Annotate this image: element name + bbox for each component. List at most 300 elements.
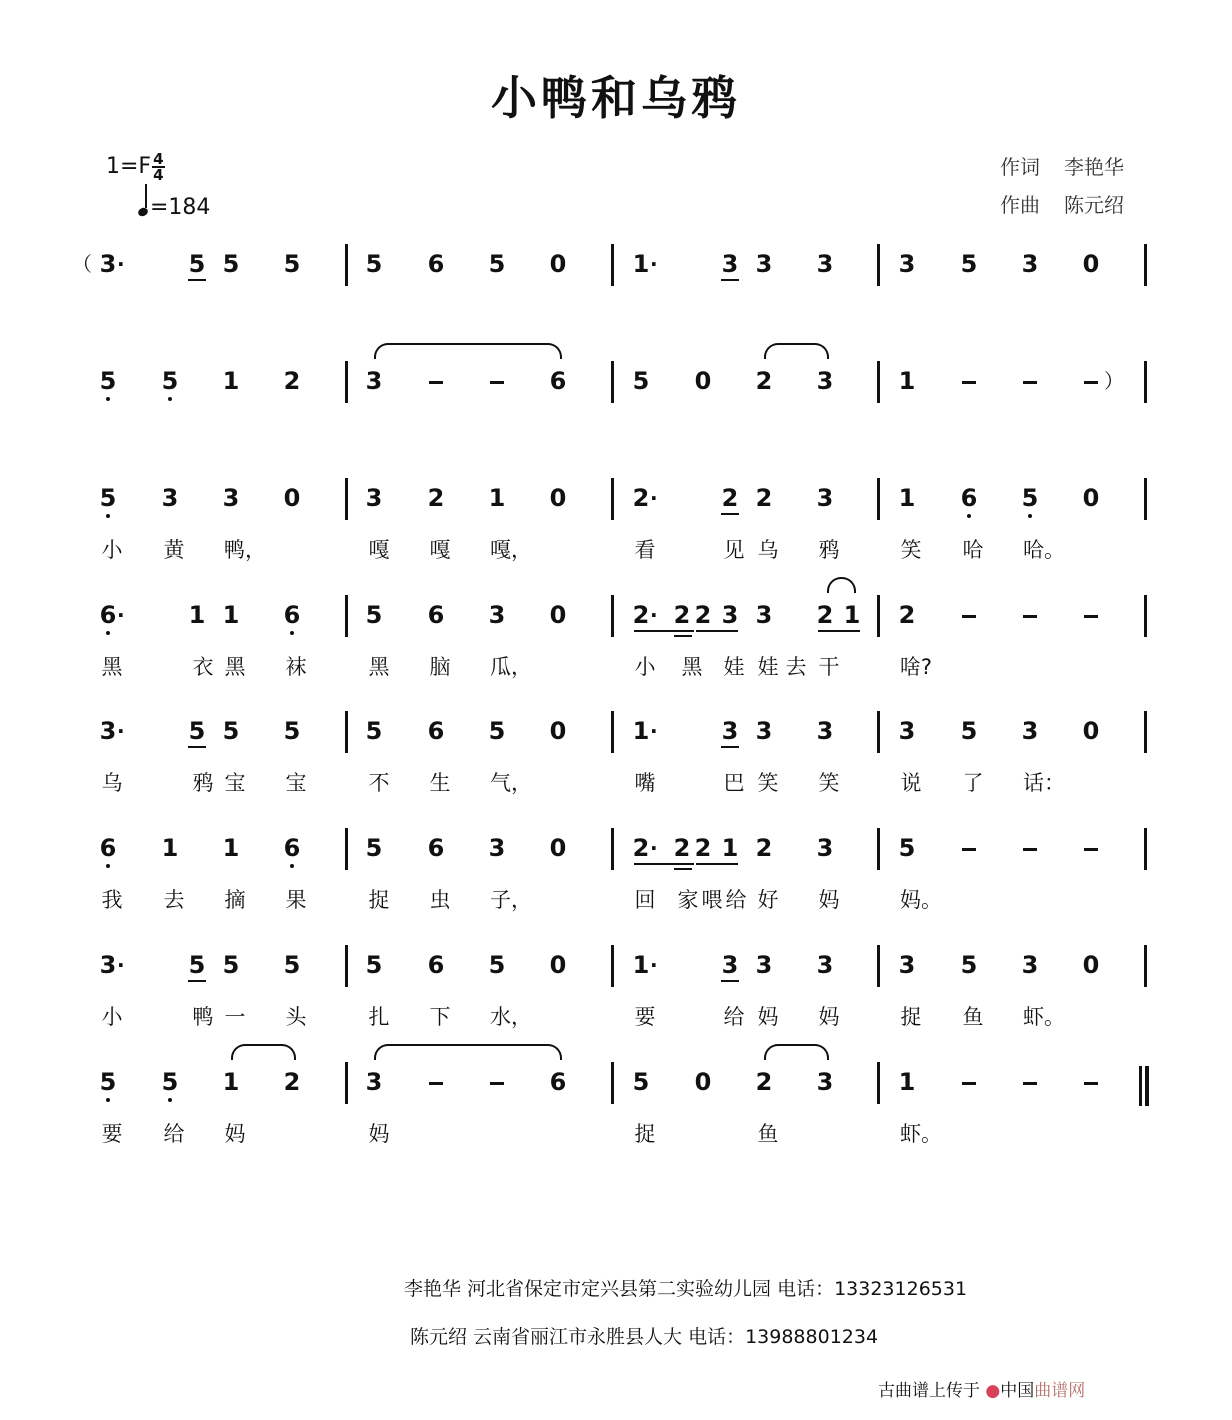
note (715, 484, 745, 512)
note-digit: 2 (755, 484, 773, 512)
note-digit: 1 (632, 250, 650, 278)
note-digit: 1 (898, 1068, 916, 1096)
barline (345, 1062, 348, 1104)
lyric-syllable: 啥? (899, 655, 933, 679)
note-digit: 6 (99, 601, 117, 629)
note-digit: 0 (1082, 484, 1100, 512)
note-digit: 3 (898, 951, 916, 979)
composer-name: 陈元绍 (1064, 193, 1124, 217)
note-digit: 3 (99, 717, 117, 745)
note (749, 367, 779, 395)
augmentation-dot: · (650, 603, 658, 627)
note-digit: 0 (694, 367, 712, 395)
barline (611, 945, 614, 987)
lyric-syllable: 一 (224, 1005, 246, 1029)
sixteenth-underline (674, 635, 692, 637)
close-repeat-paren: ） (1104, 369, 1124, 393)
note-digit: 3 (365, 367, 383, 395)
note (626, 834, 656, 862)
barline (877, 244, 880, 286)
note (1076, 717, 1106, 745)
note-digit: 0 (694, 1068, 712, 1096)
note (954, 717, 984, 745)
note-digit: 6 (427, 250, 445, 278)
note-digit: 5 (188, 717, 206, 745)
lyric-syllable: 捉 (634, 1122, 656, 1146)
note (277, 951, 307, 979)
lyric-syllable: 话： (1023, 771, 1065, 795)
lyric-syllable: 嘎 (368, 538, 390, 562)
note-digit: 6 (427, 951, 445, 979)
lyric-syllable: 脑 (429, 655, 451, 679)
lyric-syllable: 去 (785, 655, 807, 679)
barline (877, 711, 880, 753)
sustain-dash (1084, 615, 1098, 618)
note-digit: 3 (816, 250, 834, 278)
augmentation-dot: · (650, 719, 658, 743)
note (954, 250, 984, 278)
barline (877, 478, 880, 520)
note-digit: 2 (632, 601, 650, 629)
note (892, 717, 922, 745)
tie-slur (764, 1044, 829, 1060)
tie-slur (374, 343, 562, 359)
sustain-dash (429, 1082, 443, 1085)
note-digit: 5 (222, 250, 240, 278)
note (93, 1068, 123, 1096)
note (216, 834, 246, 862)
sustain-dash (1023, 1082, 1037, 1085)
lyric-syllable: 鸦 (818, 538, 840, 562)
note-digit: 5 (488, 951, 506, 979)
note (892, 1068, 922, 1096)
augmentation-dot: · (117, 603, 125, 627)
note-digit: 6 (549, 367, 567, 395)
quarter-note-icon (138, 195, 150, 220)
lyricist-name: 李艳华 (1064, 155, 1124, 179)
note-digit: 2 (673, 601, 691, 629)
lyric-syllable: 妈 (818, 1005, 840, 1029)
note (688, 1068, 718, 1096)
note (155, 1068, 185, 1096)
tie-slur (827, 577, 856, 593)
low-octave-dot (106, 397, 110, 401)
credits (1000, 148, 1124, 224)
lyric-syllable: 摘 (224, 888, 246, 912)
barline (1144, 478, 1147, 520)
note-digit: 1 (222, 1068, 240, 1096)
note (182, 717, 212, 745)
note (688, 601, 718, 629)
watermark-text: 古曲谱上传于 (878, 1381, 980, 1401)
lyric-syllable: 去 (163, 888, 185, 912)
note-digit: 3 (816, 1068, 834, 1096)
lyric-syllable: 扎 (368, 1005, 390, 1029)
note (626, 601, 656, 629)
note (810, 601, 840, 629)
lyric-syllable: 鸦 (192, 771, 214, 795)
note (155, 367, 185, 395)
lyric-syllable: 妈 (757, 1005, 779, 1029)
lyric-syllable: 鱼 (757, 1122, 779, 1146)
barline (877, 945, 880, 987)
note-digit: 2 (816, 601, 834, 629)
note (892, 367, 922, 395)
lyric-syllable: 哈。 (1023, 538, 1065, 562)
note (216, 1068, 246, 1096)
lyric-syllable: 喂 (701, 888, 723, 912)
note (277, 601, 307, 629)
note-digit: 5 (222, 951, 240, 979)
watermark-logo-icon: ● (985, 1381, 1001, 1401)
note (543, 484, 573, 512)
note (1076, 951, 1106, 979)
low-octave-dot (290, 864, 294, 868)
barline (611, 361, 614, 403)
note (421, 717, 451, 745)
sustain-dash (1084, 1082, 1098, 1085)
note (715, 834, 745, 862)
barline (611, 244, 614, 286)
time-numerator: 4 (153, 150, 164, 168)
lyric-syllable: 乌 (757, 538, 779, 562)
note-digit: 3 (1021, 250, 1039, 278)
note-digit: 3 (816, 834, 834, 862)
note-digit: 1 (161, 834, 179, 862)
note-digit: 2 (673, 834, 691, 862)
note (93, 951, 123, 979)
note-digit: 5 (898, 834, 916, 862)
lyric-syllable: 宝 (285, 771, 307, 795)
note-digit: 5 (161, 367, 179, 395)
note (277, 834, 307, 862)
time-denominator: 4 (153, 166, 164, 184)
note-digit: 0 (283, 484, 301, 512)
note (626, 1068, 656, 1096)
lyric-syllable: 给 (723, 1005, 745, 1029)
note (359, 250, 389, 278)
note-digit: 0 (549, 601, 567, 629)
lyric-syllable: 捉 (368, 888, 390, 912)
note (543, 601, 573, 629)
lyric-syllable: 乌 (101, 771, 123, 795)
note (543, 834, 573, 862)
note (93, 601, 123, 629)
note-digit: 6 (427, 601, 445, 629)
note (216, 367, 246, 395)
note-digit: 3 (755, 601, 773, 629)
note-digit: 3 (488, 834, 506, 862)
note-digit: 3 (721, 601, 739, 629)
note (182, 951, 212, 979)
note (359, 1068, 389, 1096)
watermark-brand-suffix: 曲谱网 (1034, 1381, 1086, 1401)
note-digit: 1 (898, 484, 916, 512)
note (626, 250, 656, 278)
lyric-syllable: 娃 (757, 655, 779, 679)
note (543, 951, 573, 979)
note-digit: 6 (549, 1068, 567, 1096)
lyric-syllable: 瓜， (490, 655, 532, 679)
barline (611, 478, 614, 520)
note (93, 484, 123, 512)
note (482, 717, 512, 745)
barline (345, 478, 348, 520)
note-digit: 2 (755, 1068, 773, 1096)
barline (1144, 828, 1147, 870)
lyric-syllable: 回 (634, 888, 656, 912)
lyric-syllable: 下 (429, 1005, 451, 1029)
note (1015, 250, 1045, 278)
lyric-syllable: 鸭 (192, 1005, 214, 1029)
note (93, 250, 123, 278)
note (749, 601, 779, 629)
barline (1144, 945, 1147, 987)
lyric-syllable: 小 (634, 655, 656, 679)
note (421, 951, 451, 979)
note (543, 717, 573, 745)
note-digit: 3 (488, 601, 506, 629)
sustain-dash (962, 615, 976, 618)
lyric-syllable: 衣 (192, 655, 214, 679)
barline (877, 1062, 880, 1104)
lyric-syllable: 娃 (723, 655, 745, 679)
barline (877, 595, 880, 637)
lyric-syllable: 黑 (224, 655, 246, 679)
eighth-underline (721, 980, 739, 982)
note-digit: 2 (755, 367, 773, 395)
low-octave-dot (168, 397, 172, 401)
note-digit: 1 (632, 717, 650, 745)
lyric-syllable: 妈 (368, 1122, 390, 1146)
sustain-dash (1084, 381, 1098, 384)
note-digit: 3 (161, 484, 179, 512)
note-digit: 1 (632, 951, 650, 979)
barline (877, 828, 880, 870)
note-digit: 3 (721, 250, 739, 278)
note (216, 250, 246, 278)
lyric-syllable: 干 (818, 655, 840, 679)
note-digit: 6 (283, 601, 301, 629)
note-digit: 3 (816, 367, 834, 395)
eighth-underline (721, 279, 739, 281)
note (359, 484, 389, 512)
lyric-syllable: 不 (368, 771, 390, 795)
note-digit: 5 (1021, 484, 1039, 512)
sustain-dash (490, 381, 504, 384)
lyric-syllable: 果 (285, 888, 307, 912)
note (421, 601, 451, 629)
note (421, 484, 451, 512)
low-octave-dot (290, 631, 294, 635)
note (892, 250, 922, 278)
sustain-dash (429, 381, 443, 384)
lyric-syllable: 虾。 (1023, 1005, 1065, 1029)
tempo-marking (138, 190, 210, 220)
note-digit: 5 (365, 834, 383, 862)
note-digit: 5 (960, 951, 978, 979)
final-barline-thick (1145, 1066, 1149, 1106)
lyric-syllable: 笑 (757, 771, 779, 795)
lyric-syllable: 嘎 (429, 538, 451, 562)
note-digit: 2 (632, 484, 650, 512)
note (155, 834, 185, 862)
lyric-syllable: 水， (490, 1005, 532, 1029)
note (626, 484, 656, 512)
note-digit: 2 (283, 367, 301, 395)
sustain-dash (962, 1082, 976, 1085)
note (543, 367, 573, 395)
note (482, 250, 512, 278)
note (421, 250, 451, 278)
note-digit: 2 (694, 601, 712, 629)
note (810, 717, 840, 745)
note (482, 951, 512, 979)
note-digit: 3 (1021, 951, 1039, 979)
lyric-syllable: 小 (101, 1005, 123, 1029)
note (688, 834, 718, 862)
sustain-dash (1023, 848, 1037, 851)
lyric-syllable: 笑 (900, 538, 922, 562)
note (216, 951, 246, 979)
note (810, 834, 840, 862)
note (892, 951, 922, 979)
note-digit: 3 (898, 717, 916, 745)
lyric-syllable: 捉 (900, 1005, 922, 1029)
lyricist-label: 作词 (1000, 155, 1040, 179)
note-digit: 3 (755, 717, 773, 745)
note (626, 367, 656, 395)
note (359, 717, 389, 745)
lyric-syllable: 给 (725, 888, 747, 912)
note-digit: 0 (1082, 951, 1100, 979)
key-label: 1=F (106, 154, 152, 179)
note-digit: 3 (755, 951, 773, 979)
note (749, 834, 779, 862)
eighth-underline (721, 513, 739, 515)
note-digit: 3 (99, 951, 117, 979)
note (277, 484, 307, 512)
note (810, 484, 840, 512)
lyric-syllable: 见 (723, 538, 745, 562)
lyric-syllable: 小 (101, 538, 123, 562)
note-digit: 0 (549, 834, 567, 862)
lyric-syllable: 虾。 (900, 1122, 942, 1146)
note-digit: 1 (188, 601, 206, 629)
lyric-syllable: 巴 (723, 771, 745, 795)
note (543, 1068, 573, 1096)
lyric-syllable: 气， (490, 771, 532, 795)
note (155, 484, 185, 512)
note (1076, 250, 1106, 278)
lyric-syllable: 嘴 (634, 771, 656, 795)
note (749, 250, 779, 278)
lyric-syllable: 黑 (681, 655, 703, 679)
note (626, 951, 656, 979)
note-digit: 5 (161, 1068, 179, 1096)
augmentation-dot: · (650, 953, 658, 977)
lyric-syllable: 嘎， (490, 538, 532, 562)
note-digit: 6 (427, 717, 445, 745)
tempo-value: =184 (150, 195, 211, 220)
note-digit: 1 (721, 834, 739, 862)
note (749, 951, 779, 979)
note (1015, 717, 1045, 745)
note (277, 717, 307, 745)
barline (345, 945, 348, 987)
note-digit: 1 (843, 601, 861, 629)
lyric-syllable: 黑 (368, 655, 390, 679)
eighth-underline (188, 746, 206, 748)
note (626, 717, 656, 745)
lyricist-credit (1000, 148, 1124, 186)
note (216, 717, 246, 745)
eighth-underline (634, 630, 694, 632)
lyric-syllable: 鸭， (224, 538, 266, 562)
note (277, 367, 307, 395)
note-digit: 3 (99, 250, 117, 278)
lyric-syllable: 妈。 (900, 888, 942, 912)
note (359, 367, 389, 395)
note-digit: 3 (1021, 717, 1039, 745)
augmentation-dot: · (117, 252, 125, 276)
note-digit: 1 (222, 834, 240, 862)
sustain-dash (962, 848, 976, 851)
note-digit: 3 (222, 484, 240, 512)
note-digit: 5 (283, 951, 301, 979)
note-digit: 3 (755, 250, 773, 278)
note-digit: 6 (283, 834, 301, 862)
sixteenth-underline (674, 868, 692, 870)
note-digit: 2 (283, 1068, 301, 1096)
note-digit: 0 (549, 250, 567, 278)
note-digit: 6 (99, 834, 117, 862)
note (892, 834, 922, 862)
song-title: 小鸭和乌鸦 (491, 71, 741, 125)
note-digit: 5 (488, 717, 506, 745)
composer-label: 作曲 (1000, 193, 1040, 217)
barline (1144, 595, 1147, 637)
note-digit: 3 (365, 484, 383, 512)
note (954, 951, 984, 979)
note-digit: 3 (898, 250, 916, 278)
lyric-syllable: 虫 (429, 888, 451, 912)
low-octave-dot (1028, 514, 1032, 518)
sustain-dash (1023, 381, 1037, 384)
low-octave-dot (168, 1098, 172, 1102)
lyric-syllable: 生 (429, 771, 451, 795)
note (182, 601, 212, 629)
note-digit: 5 (488, 250, 506, 278)
note (1076, 484, 1106, 512)
low-octave-dot (106, 631, 110, 635)
note (482, 834, 512, 862)
lyric-syllable: 黑 (101, 655, 123, 679)
lyric-syllable: 头 (285, 1005, 307, 1029)
note-digit: 2 (755, 834, 773, 862)
lyric-syllable: 鱼 (962, 1005, 984, 1029)
barline (611, 1062, 614, 1104)
sustain-dash (1084, 848, 1098, 851)
footer-contact-lyricist: 李艳华 河北省保定市定兴县第二实验幼儿园 电话：13323126531 (404, 1278, 968, 1300)
note-digit: 2 (898, 601, 916, 629)
note-digit: 5 (283, 250, 301, 278)
note (182, 250, 212, 278)
eighth-underline (696, 863, 738, 865)
note-digit: 3 (816, 484, 834, 512)
note-digit: 3 (816, 717, 834, 745)
note-digit: 5 (960, 250, 978, 278)
